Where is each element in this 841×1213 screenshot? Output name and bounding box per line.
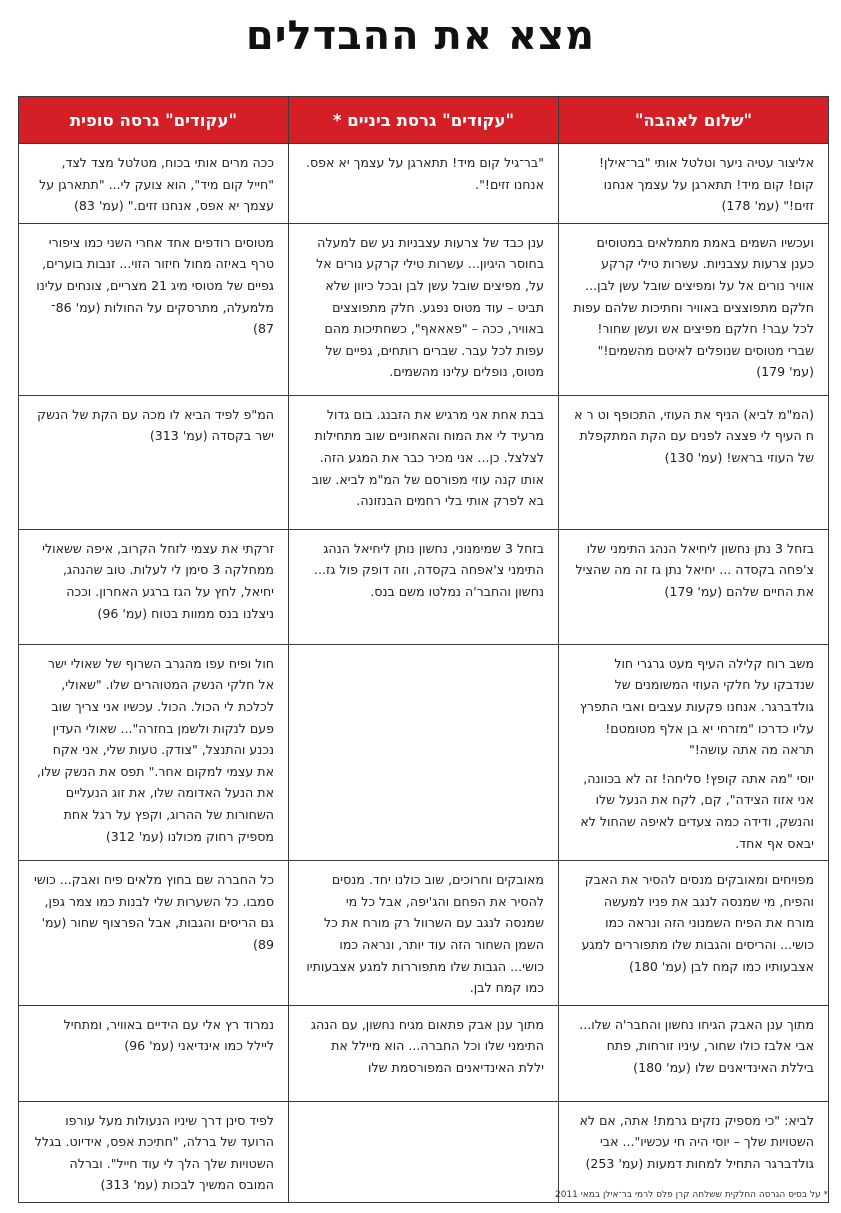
cell-akudim-interim [289,861,559,1006]
table-row [19,1005,829,1101]
cell-paragraph: ועכשיו השמים באמת מתמלאים במטוסים כענן צרעות עצבניות. עשרות טילי קרקע אוויר נורים אל על ומפיצים שובל עשן לבן... חלקם מתפוצצים באוויר וחתיכות שלהם עפות לכל עבר! חלקם מפיצים אש ועשן שחור! שברי מטוסים שנופלים לאיטם מהשמים!" (עמ' 179) [573,234,814,380]
page-title: מצא את ההבדלים [245,13,596,59]
cell-shalom-laahava [559,529,829,644]
cell-akudim-final [19,395,289,529]
table-row [19,144,829,224]
cell-paragraph: "בר־גיל קום מיד! תתארגן על עצמך יא אפס. אנחנו זזים!". [305,155,544,192]
column-header-shalom-laahava: "שלום לאהבה" [559,97,829,144]
cell-shalom-laahava [559,1005,829,1101]
column-header-akudim-interim: "עקודים" גרסת ביניים * [289,97,559,144]
table-row [19,861,829,1006]
cell-akudim-interim [289,1005,559,1101]
cell-paragraph: המ"פ לפיד הביא לו מכה עם הקת של הנשק ישר בקסדה (עמ' 313) [37,406,274,444]
comparison-table [18,96,829,1203]
cell-akudim-interim [289,144,559,224]
cell-paragraph: לביא: "כי מספיק נזקים גרמת! אתה, אם לא השטויות שלך – יוסי היה חי עכשיו"... אבי גולדברגר התחיל למחות דמעות (עמ' 253) [579,1112,814,1171]
cell-paragraph: ענן כבד של צרעות עצבניות נע שם למעלה בחוסר היגיון... עשרות טילי קרקע נורים אל על, מפיצים שובל עשן לבן ובכל כיוון שלא תביט – עוד מטוס נפגע. חלק מתפוצצים באוויר, ככה – "פאאאף", כשחתיכות מהם עפות לכל עבר. שברים רותחים, גפיים של מטוס, נופלים עלינו מהשמים. [316,234,544,380]
cell-akudim-final [19,861,289,1006]
cell-paragraph: מתוך ענן אבק פתאום מגיח נחשון, עם הנהג התימני שלו וכל החברה... הוא מיילל את יללת האינדיאנים המפורסמת שלו [310,1016,544,1075]
table-body [19,144,829,1203]
cell-paragraph: מאובקים וחרוכים, שוב כולנו יחד. מנסים להסיר את הפחם והג'יפה, אבל כל מי שמנסה לנגב עם השרוול רק מורח את כל השמן השחור הזה עוד יותר, ונראה כמו כושי... הגבות שלו מתפוררות למגע אצבעותיו כמו קמח לבן. [306,872,544,996]
cell-paragraph: מפויחים ומאובקים מנסים להסיר את האבק והפיח, מי שמנסה לנגב את פניו למעשה מורח את הפיח השמנוני הזה ונראה כמו כושי... והריסים והגבות שלו מתפוררים למגע אצבעותיו כמו קמח לבן (עמ' 180) [581,872,814,974]
cell-paragraph: נמרוד רץ אלי עם הידיים באוויר, ומתחיל ליילל כמו אינדיאני (עמ' 96) [63,1016,274,1054]
cell-paragraph: בבת אחת אני מרגיש את הזבנג. בום גדול מרעיד לי את המוח והאחוניים שוב מתחילות לצלצל. כן... אני מכיר כבר את המגע הזה. אותו קנה עוזי מפורסם של המ"מ לביא. שוב בא לפרק אותי בלי רחמים הבנזונה. [311,406,544,509]
cell-paragraph: לפיד סינן דרך שיניו הנעולות מעל עורפו הרועד של ברלה, "חתיכת אפס, אידיוט. בגלל השטויות שלך הלך לי עוד חייל". וברלה המובס המשיך לבכות (עמ' 313) [34,1112,274,1193]
cell-akudim-interim [289,1101,559,1202]
cell-akudim-final [19,223,289,395]
cell-paragraph: זרקתי את עצמי לזחל הקרוב, איפה ששאולי ממחלקה 3 סימן לי לעלות. טוב שהנהג, יחיאל, לחץ על הגז ברגע האחרון. וככה ניצלנו בנס ממוות בטוח (עמ' 96) [42,540,274,621]
table-row [19,223,829,395]
cell-shalom-laahava [559,395,829,529]
cell-paragraph: כל החברה שם בחוץ מלאים פיח ואבק... כושי סמבו. כל השערות שלי לבנות כמו צמר גפן, גם הריסים והגבות, אבל הפרצוף שחור (עמ' 89) [33,872,274,952]
footnote: * על בסיס הגרסה החלקית ששלחה קרן פלס לרמי בר־אילן במאי 2011 [554,1190,828,1200]
cell-paragraph: בזחל 3 שמימנוני, נחשון נותן ליחיאל הנהג התימני צ'אפחה בקסדה, וזה דופק פול גז... נחשון והחבר'ה נמלטו משם בנס. [313,540,544,599]
cell-akudim-final [19,529,289,644]
cell-akudim-final [19,1101,289,1202]
cell-paragraph: יוסי "מה אתה קופץ! סליחה! זה לא בכוונה, אני אזוז הצידה", קם, לקח את הנעל שלו והנשק, ודידה כמה צעדים לאיפה שהחול לא יבאס אף אחד. [580,770,814,851]
cell-akudim-final [19,144,289,224]
table-row [19,644,829,860]
cell-paragraph: מתוך ענן האבק הגיחו נחשון והחבר'ה שלו... אבי אלבז כולו שחור, עיניו זורחות, פתח ביללת האינדיאנים שלו (עמ' 180) [579,1016,814,1075]
cell-shalom-laahava [559,644,829,860]
cell-akudim-final [19,644,289,860]
cell-akudim-interim [289,644,559,860]
cell-akudim-final [19,1005,289,1101]
cell-paragraph: אליצור עטיה ניער וטלטל אותי "בר־אילן! קום! קום מיד! תתארגן על עצמך אנחנו זזים!" (עמ' 178) [599,155,814,214]
cell-akudim-interim [289,395,559,529]
cell-paragraph: משב רוח קלילה העיף מעט גרגרי חול שנדבקו על חלקי העוזי המשומנים של גולדברגר. אנחנו פקעות עצבים ואבי התפרץ עליו כדרכו "מזרחי יא בן אלף מטומטם! תראה מה אתה עושה!" [580,655,814,758]
cell-paragraph: ככה מרים אותי בכוח, מטלטל מצד לצד, "חייל קום מיד", הוא צועק לי... "תתארגן על עצמך יא אפס, אנחנו זזים." (עמ' 83) [39,155,274,214]
cell-paragraph: בזחל 3 נתן נחשון ליחיאל הנהג התימני שלו צ'פחה בקסדה ... יחיאל נתן גז זה מה שהציל את החיים שלהם (עמ' 179) [575,540,814,599]
column-header-akudim-final: "עקודים" גרסה סופית [19,97,289,144]
cell-akudim-interim [289,529,559,644]
cell-shalom-laahava [559,1101,829,1202]
table-row [19,1101,829,1202]
cell-shalom-laahava [559,861,829,1006]
table-header-row [19,97,829,144]
cell-akudim-interim [289,223,559,395]
cell-shalom-laahava [559,144,829,224]
cell-paragraph: מטוסים רודפים אחד אחרי השני כמו ציפורי טרף באיזה מחול חיזור הזוי... זנבות בוערים, גפיים של מטוסי מיג 21 מצריים, צונחים עלינו מלמעלה, מתרסקים על החולות (עמ' 86־87) [36,234,274,337]
cell-paragraph: חול ופיח עפו מהגרב השרוף של שאולי ישר אל חלקי הנשק המטוהרים שלו. "שאולי, לכלכת לי הכול. הכול. עכשיו אני צריך שוב פעם לנקות ולשמן בחזרה"... שאולי העדין נכנע והתנצל, "צודק. טעות שלי, אני אקח את עצמי למקום אחר." תפס את הנשק שלו, את הנעל האדומה שלו, את זוג הנעליים השחורות של ההרוג, וקפץ על רגל אחת מספיק רחוק מכולנו (עמ' 312) [36,655,274,844]
cell-paragraph: (המ"מ לביא) הניף את העוזי, התכופף וט ר א ח העיף לי פצצה לפנים עם הקת המתקפלת של העוזי בראש! (עמ' 130) [574,406,814,465]
cell-shalom-laahava [559,223,829,395]
table-row [19,529,829,644]
table-row [19,395,829,529]
